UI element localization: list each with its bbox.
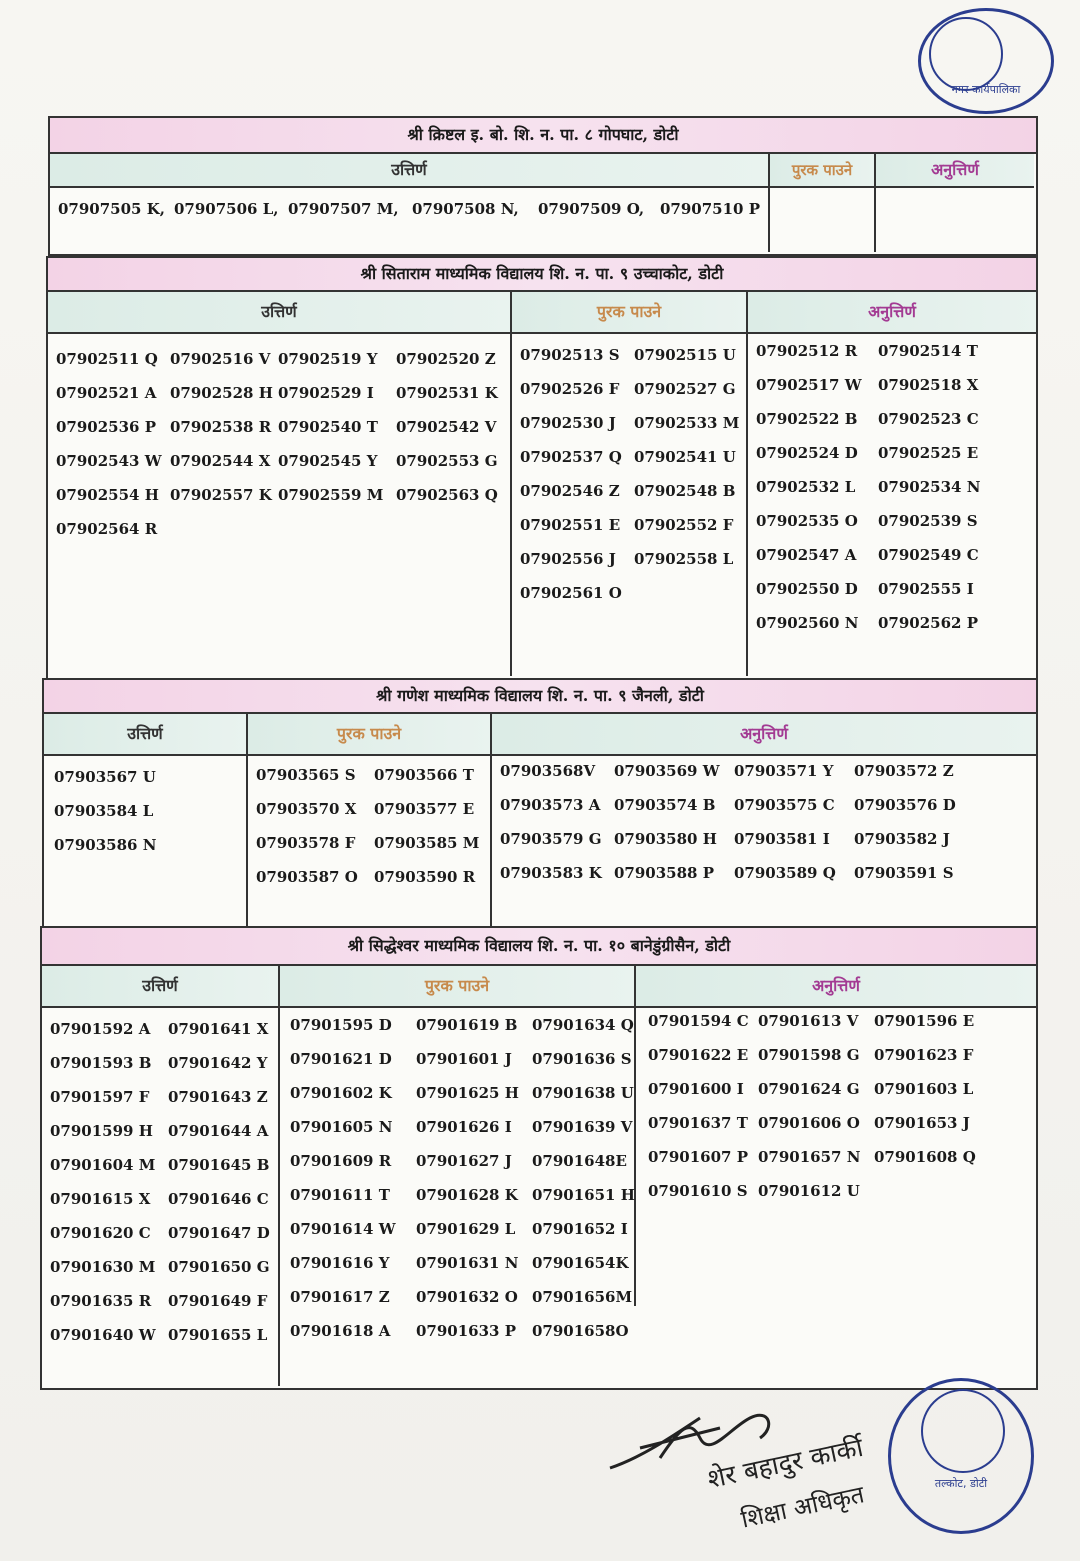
roll-row bbox=[500, 822, 964, 856]
roll-number: 07901601 J bbox=[416, 1050, 512, 1068]
roll-row bbox=[520, 474, 738, 508]
roll-number: 07901644 A bbox=[168, 1122, 269, 1140]
roll-number: 07902539 S bbox=[878, 512, 978, 530]
roll-number: 07902511 Q bbox=[56, 350, 158, 368]
roll-number: 07903572 Z bbox=[854, 762, 954, 780]
roll-row bbox=[756, 368, 982, 402]
roll-row bbox=[56, 376, 506, 410]
roll-number: 07902528 H bbox=[170, 384, 273, 402]
roll-number: 07901636 S bbox=[532, 1050, 632, 1068]
roll-number: 07903579 G bbox=[500, 830, 602, 848]
pass-list bbox=[50, 1012, 276, 1352]
roll-number: 07903571 Y bbox=[734, 762, 834, 780]
office-seal-top bbox=[918, 8, 1054, 114]
pass-heading: उत्तिर्ण bbox=[50, 154, 770, 188]
roll-number: 07901638 U bbox=[532, 1084, 634, 1102]
roll-number: 07901656M bbox=[532, 1288, 633, 1306]
column-divider bbox=[874, 186, 876, 252]
roll-number: 07901611 T bbox=[290, 1186, 390, 1204]
seal-emblem bbox=[921, 1389, 1005, 1473]
roll-row bbox=[648, 1106, 984, 1140]
roll-number: 07902552 F bbox=[634, 516, 734, 534]
supp-heading: पुरक पाउने bbox=[280, 966, 636, 1008]
pass-list bbox=[54, 760, 234, 862]
column-divider bbox=[634, 1006, 636, 1306]
roll-number: 07901648E bbox=[532, 1152, 627, 1170]
roll-number: 07903577 E bbox=[374, 800, 475, 818]
roll-number: 07902559 M bbox=[278, 486, 384, 504]
roll-number: 07901609 R bbox=[290, 1152, 392, 1170]
roll-number: 07901647 D bbox=[168, 1224, 270, 1242]
roll-row bbox=[648, 1140, 984, 1174]
roll-number: 07901613 V bbox=[758, 1012, 859, 1030]
roll-number: 07902527 G bbox=[634, 380, 736, 398]
roll-number: 07903588 P bbox=[614, 864, 714, 882]
roll-number: 07902543 W bbox=[56, 452, 162, 470]
roll-row bbox=[290, 1110, 632, 1144]
roll-row bbox=[50, 1148, 276, 1182]
roll-row bbox=[756, 606, 982, 640]
roll-number: 07901596 E bbox=[874, 1012, 975, 1030]
roll-number: 07901608 Q bbox=[874, 1148, 976, 1166]
fail-list bbox=[756, 334, 982, 640]
roll-number: 07903584 L bbox=[54, 802, 154, 820]
roll-number: 07901649 F bbox=[168, 1292, 268, 1310]
roll-row bbox=[56, 478, 506, 512]
roll-number: 07901602 K bbox=[290, 1084, 392, 1102]
roll-number: 07902548 B bbox=[634, 482, 736, 500]
roll-number: 07902516 V bbox=[170, 350, 271, 368]
roll-number: 07903574 B bbox=[614, 796, 716, 814]
roll-number: 07903586 N bbox=[54, 836, 157, 854]
roll-number: 07901623 F bbox=[874, 1046, 974, 1064]
roll-number: 07902556 J bbox=[520, 550, 616, 568]
roll-number: 07901640 W bbox=[50, 1326, 156, 1344]
roll-number: 07902530 J bbox=[520, 414, 616, 432]
roll-row bbox=[54, 828, 234, 862]
roll-number: 07901606 O bbox=[758, 1114, 860, 1132]
roll-row bbox=[520, 406, 738, 440]
roll-number: 07901599 H bbox=[50, 1122, 153, 1140]
roll-number: 07907506 L, bbox=[174, 200, 279, 218]
signatory-name: शेर बहादुर कार्की bbox=[705, 1432, 866, 1496]
roll-row bbox=[500, 856, 964, 890]
roll-row bbox=[648, 1038, 984, 1072]
roll-number: 07901604 M bbox=[50, 1156, 156, 1174]
roll-row bbox=[256, 758, 482, 792]
roll-number: 07907505 K, bbox=[58, 200, 165, 218]
roll-number: 07902558 L bbox=[634, 550, 734, 568]
roll-number: 07902540 T bbox=[278, 418, 378, 436]
supp-heading: पुरक पाउने bbox=[512, 292, 748, 334]
roll-number: 07903567 U bbox=[54, 768, 156, 786]
roll-number: 07903582 J bbox=[854, 830, 950, 848]
roll-row bbox=[50, 1012, 276, 1046]
roll-number: 07901595 D bbox=[290, 1016, 392, 1034]
roll-number: 07902520 Z bbox=[396, 350, 496, 368]
roll-number: 07902518 X bbox=[878, 376, 979, 394]
roll-number: 07902541 U bbox=[634, 448, 736, 466]
roll-number: 07901629 L bbox=[416, 1220, 516, 1238]
school-section-1 bbox=[48, 116, 1038, 256]
roll-row bbox=[520, 542, 738, 576]
roll-number: 07902555 I bbox=[878, 580, 974, 598]
roll-number: 07902524 D bbox=[756, 444, 858, 462]
roll-row bbox=[50, 1284, 276, 1318]
roll-number: 07901620 C bbox=[50, 1224, 151, 1242]
roll-number: 07901603 L bbox=[874, 1080, 974, 1098]
roll-number: 07901610 S bbox=[648, 1182, 748, 1200]
roll-number: 07902517 W bbox=[756, 376, 862, 394]
supp-list bbox=[256, 758, 482, 894]
school-section-4 bbox=[40, 926, 1038, 1390]
roll-number: 07903581 I bbox=[734, 830, 830, 848]
roll-row bbox=[520, 440, 738, 474]
roll-row bbox=[756, 504, 982, 538]
roll-number: 07901657 N bbox=[758, 1148, 861, 1166]
roll-number: 07903589 Q bbox=[734, 864, 836, 882]
roll-number: 07902522 B bbox=[756, 410, 858, 428]
roll-number: 07901594 C bbox=[648, 1012, 749, 1030]
roll-number: 07907509 O, bbox=[538, 200, 645, 218]
pass-heading: उत्तिर्ण bbox=[48, 292, 512, 334]
column-divider bbox=[746, 332, 748, 676]
roll-row bbox=[58, 192, 770, 226]
roll-row bbox=[756, 538, 982, 572]
roll-row bbox=[290, 1144, 632, 1178]
roll-row bbox=[256, 792, 482, 826]
roll-number: 07901637 T bbox=[648, 1114, 748, 1132]
roll-number: 07901639 V bbox=[532, 1118, 633, 1136]
fail-list bbox=[648, 1004, 984, 1208]
roll-number: 07902538 R bbox=[170, 418, 272, 436]
roll-row bbox=[50, 1182, 276, 1216]
roll-number: 07902514 T bbox=[878, 342, 978, 360]
roll-number: 07901655 L bbox=[168, 1326, 268, 1344]
roll-row bbox=[648, 1004, 984, 1038]
roll-row bbox=[56, 342, 506, 376]
school-section-2 bbox=[46, 256, 1038, 680]
roll-row bbox=[290, 1178, 635, 1212]
pass-heading: उत्तिर्ण bbox=[42, 966, 280, 1008]
roll-number: 07901652 I bbox=[532, 1220, 628, 1238]
roll-number: 07903590 R bbox=[374, 868, 476, 886]
roll-number: 07901616 Y bbox=[290, 1254, 390, 1272]
roll-number: 07901593 B bbox=[50, 1054, 152, 1072]
roll-row bbox=[290, 1076, 632, 1110]
roll-number: 07902515 U bbox=[634, 346, 736, 364]
roll-row bbox=[290, 1246, 632, 1280]
pass-list bbox=[56, 342, 506, 546]
roll-number: 07902533 M bbox=[634, 414, 740, 432]
roll-row bbox=[290, 1212, 632, 1246]
roll-number: 07907510 P bbox=[660, 200, 760, 218]
roll-number: 07903575 C bbox=[734, 796, 835, 814]
roll-number: 07902519 Y bbox=[278, 350, 378, 368]
roll-number: 07902532 L bbox=[756, 478, 856, 496]
roll-number: 07901592 A bbox=[50, 1020, 151, 1038]
roll-number: 07901618 A bbox=[290, 1322, 391, 1340]
roll-row bbox=[54, 760, 234, 794]
roll-number: 07901634 Q bbox=[532, 1016, 634, 1034]
roll-number: 07901625 H bbox=[416, 1084, 519, 1102]
roll-number: 07901614 W bbox=[290, 1220, 396, 1238]
fail-heading: अनुत्तिर्ण bbox=[876, 154, 1034, 188]
roll-number: 07903565 S bbox=[256, 766, 356, 784]
roll-row bbox=[520, 576, 738, 610]
roll-number: 07902513 S bbox=[520, 346, 620, 364]
signatory-title: शिक्षा अधिकृत bbox=[738, 1480, 867, 1534]
roll-number: 07903583 K bbox=[500, 864, 602, 882]
roll-number: 07907508 N, bbox=[412, 200, 519, 218]
roll-row bbox=[520, 372, 738, 406]
roll-number: 07903566 T bbox=[374, 766, 474, 784]
roll-number: 07902525 E bbox=[878, 444, 979, 462]
roll-number: 07902562 P bbox=[878, 614, 978, 632]
roll-number: 07901619 B bbox=[416, 1016, 518, 1034]
roll-row bbox=[756, 402, 982, 436]
roll-row bbox=[56, 444, 506, 478]
roll-row bbox=[756, 436, 982, 470]
roll-row bbox=[290, 1314, 632, 1348]
roll-row bbox=[520, 338, 738, 372]
roll-number: 07901633 P bbox=[416, 1322, 516, 1340]
pass-heading: उत्तिर्ण bbox=[44, 714, 248, 756]
roll-row bbox=[50, 1046, 276, 1080]
roll-number: 07902550 D bbox=[756, 580, 858, 598]
roll-number: 07901654K bbox=[532, 1254, 629, 1272]
roll-row bbox=[648, 1072, 984, 1106]
roll-row bbox=[256, 826, 482, 860]
roll-row bbox=[54, 794, 234, 828]
roll-number: 07902557 K bbox=[170, 486, 272, 504]
roll-number: 07902537 Q bbox=[520, 448, 622, 466]
supp-heading: पुरक पाउने bbox=[248, 714, 492, 756]
roll-number: 07902523 C bbox=[878, 410, 979, 428]
roll-number: 07902553 G bbox=[396, 452, 498, 470]
roll-number: 07901622 E bbox=[648, 1046, 749, 1064]
column-divider bbox=[510, 332, 512, 676]
roll-row bbox=[756, 572, 982, 606]
roll-number: 07901615 X bbox=[50, 1190, 151, 1208]
roll-number: 07901600 I bbox=[648, 1080, 744, 1098]
roll-number: 07902560 N bbox=[756, 614, 859, 632]
roll-number: 07902531 K bbox=[396, 384, 498, 402]
roll-number: 07903580 H bbox=[614, 830, 717, 848]
roll-row bbox=[756, 334, 982, 368]
roll-number: 07901597 F bbox=[50, 1088, 150, 1106]
roll-number: 07901598 G bbox=[758, 1046, 860, 1064]
roll-number: 07901651 H bbox=[532, 1186, 635, 1204]
school-section-3 bbox=[42, 678, 1038, 930]
column-divider bbox=[246, 754, 248, 926]
roll-number: 07903573 A bbox=[500, 796, 601, 814]
roll-number: 07901653 J bbox=[874, 1114, 970, 1132]
roll-number: 07901658O bbox=[532, 1322, 629, 1340]
roll-row bbox=[50, 1080, 276, 1114]
roll-number: 07901624 G bbox=[758, 1080, 860, 1098]
roll-number: 07903576 D bbox=[854, 796, 956, 814]
roll-row bbox=[50, 1216, 276, 1250]
roll-number: 07902551 E bbox=[520, 516, 621, 534]
seal-text: नगर कार्यपालिका bbox=[951, 83, 1021, 96]
roll-number: 07901621 D bbox=[290, 1050, 392, 1068]
roll-row bbox=[56, 512, 506, 546]
roll-number: 07902547 A bbox=[756, 546, 857, 564]
section-title: श्री गणेश माध्यमिक विद्यालय शि. न. पा. ९ जैनली, डोटी bbox=[44, 680, 1036, 714]
roll-number: 07903570 X bbox=[256, 800, 357, 818]
roll-number: 07901605 N bbox=[290, 1118, 393, 1136]
roll-number: 07901631 N bbox=[416, 1254, 519, 1272]
roll-number: 07903591 S bbox=[854, 864, 954, 882]
roll-row bbox=[50, 1250, 276, 1284]
roll-row bbox=[500, 754, 964, 788]
roll-number: 07903578 F bbox=[256, 834, 356, 852]
fail-list bbox=[500, 754, 964, 890]
roll-number: 07902534 N bbox=[878, 478, 981, 496]
roll-number: 07901635 R bbox=[50, 1292, 152, 1310]
roll-number: 07902561 O bbox=[520, 584, 622, 602]
roll-number: 07901628 K bbox=[416, 1186, 518, 1204]
section-title: श्री सिताराम माध्यमिक विद्यालय शि. न. पा. ९ उच्चाकोट, डोटी bbox=[48, 258, 1036, 292]
roll-number: 07903568V bbox=[500, 762, 596, 780]
roll-row bbox=[500, 788, 964, 822]
roll-number: 07902564 R bbox=[56, 520, 158, 538]
roll-number: 07901612 U bbox=[758, 1182, 860, 1200]
roll-number: 07901642 Y bbox=[168, 1054, 268, 1072]
roll-number: 07902563 Q bbox=[396, 486, 498, 504]
roll-row bbox=[290, 1280, 632, 1314]
roll-number: 07902521 A bbox=[56, 384, 157, 402]
column-divider bbox=[490, 754, 492, 926]
roll-row bbox=[648, 1174, 984, 1208]
fail-heading: अनुत्तिर्ण bbox=[636, 966, 1036, 1008]
roll-number: 07901645 B bbox=[168, 1156, 270, 1174]
roll-number: 07901650 G bbox=[168, 1258, 270, 1276]
roll-number: 07902526 F bbox=[520, 380, 620, 398]
roll-number: 07902549 C bbox=[878, 546, 979, 564]
roll-number: 07901607 P bbox=[648, 1148, 748, 1166]
roll-number: 07902545 Y bbox=[278, 452, 378, 470]
roll-number: 07902544 X bbox=[170, 452, 271, 470]
roll-row bbox=[256, 860, 482, 894]
roll-number: 07901630 M bbox=[50, 1258, 156, 1276]
supp-list bbox=[290, 1008, 635, 1348]
roll-number: 07901617 Z bbox=[290, 1288, 390, 1306]
fail-heading: अनुत्तिर्ण bbox=[748, 292, 1036, 334]
roll-number: 07903585 M bbox=[374, 834, 480, 852]
roll-number: 07903587 O bbox=[256, 868, 358, 886]
roll-row bbox=[290, 1008, 632, 1042]
roll-number: 07903569 W bbox=[614, 762, 720, 780]
seal-emblem bbox=[929, 17, 1003, 91]
supp-heading: पुरक पाउने bbox=[770, 154, 876, 188]
roll-row bbox=[520, 508, 738, 542]
roll-number: 07902512 R bbox=[756, 342, 858, 360]
roll-number: 07901632 O bbox=[416, 1288, 518, 1306]
roll-row bbox=[56, 410, 506, 444]
office-seal-bottom bbox=[888, 1378, 1034, 1534]
roll-row bbox=[756, 470, 982, 504]
roll-number: 07902536 P bbox=[56, 418, 156, 436]
roll-number: 07901641 X bbox=[168, 1020, 269, 1038]
pass-list bbox=[58, 192, 770, 226]
roll-number: 07907507 M, bbox=[288, 200, 399, 218]
fail-heading: अनुत्तिर्ण bbox=[492, 714, 1036, 756]
roll-number: 07902554 H bbox=[56, 486, 159, 504]
section-title: श्री सिद्धेश्वर माध्यमिक विद्यालय शि. न. पा. १० बानेडुंग्रीसैन, डोटी bbox=[42, 928, 1036, 966]
seal-text: तल्कोट, डोटी bbox=[934, 1477, 988, 1490]
roll-number: 07902529 I bbox=[278, 384, 374, 402]
roll-row bbox=[50, 1114, 276, 1148]
roll-number: 07901646 C bbox=[168, 1190, 269, 1208]
roll-number: 07902535 O bbox=[756, 512, 858, 530]
section-title: श्री क्रिष्टल इ. बो. शि. न. पा. ८ गोपघाट, डोटी bbox=[50, 118, 1036, 154]
roll-number: 07902546 Z bbox=[520, 482, 620, 500]
roll-number: 07901626 I bbox=[416, 1118, 512, 1136]
roll-row bbox=[50, 1318, 276, 1352]
roll-number: 07902542 V bbox=[396, 418, 497, 436]
roll-number: 07901627 J bbox=[416, 1152, 512, 1170]
supp-list bbox=[520, 338, 738, 610]
roll-number: 07901643 Z bbox=[168, 1088, 268, 1106]
roll-row bbox=[290, 1042, 632, 1076]
column-divider bbox=[278, 1006, 280, 1386]
